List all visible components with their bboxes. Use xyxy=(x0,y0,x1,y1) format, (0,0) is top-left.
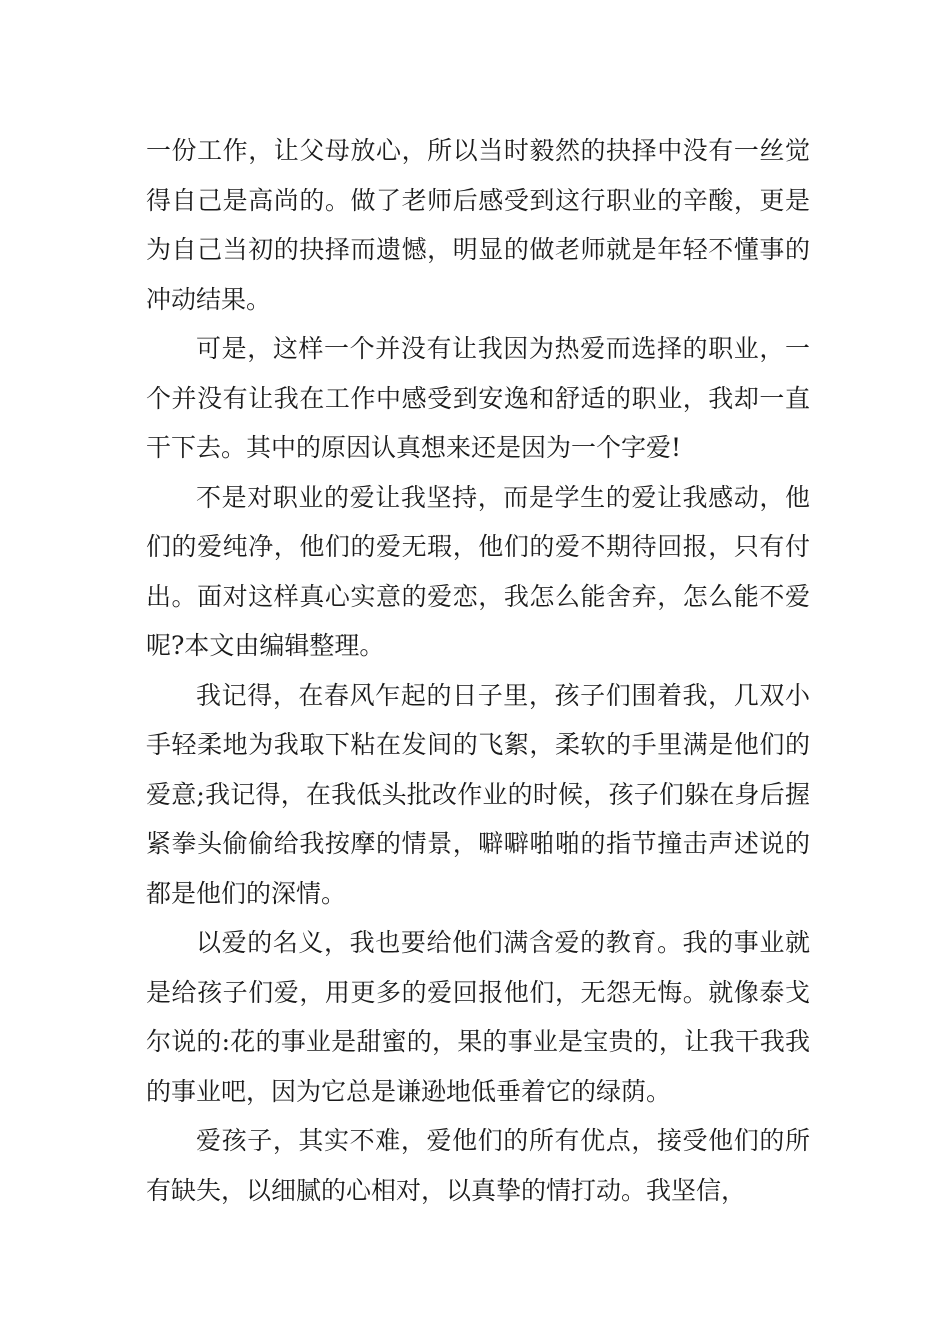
paragraph-4: 我记得，在春风乍起的日子里，孩子们围着我，几双小手轻柔地为我取下粘在发间的飞絮，柔软的手里满是他们的爱意;我记得，在我低头批改作业的时候，孩子们躲在身后握紧拳头偷偷给我按摩的情景，噼噼啪啪的指节撞击声述说的都是他们的深情。 xyxy=(146,680,810,908)
paragraph-2: 可是，这样一个并没有让我因为热爱而选择的职业，一个并没有让我在工作中感受到安逸和舒适的职业，我却一直干下去。其中的原因认真想来还是因为一个字爱! xyxy=(146,334,810,462)
paragraph-5: 以爱的名义，我也要给他们满含爱的教育。我的事业就是给孩子们爱，用更多的爱回报他们，无怨无悔。就像泰戈尔说的:花的事业是甜蜜的，果的事业是宝贵的，让我干我我的事业吧，因为它总是谦逊地低垂着它的绿荫。 xyxy=(146,928,810,1106)
paragraph-6: 爱孩子，其实不难，爱他们的所有优点，接受他们的所有缺失，以细腻的心相对，以真挚的情打动。我坚信， xyxy=(146,1126,810,1205)
paragraph-3: 不是对职业的爱让我坚持，而是学生的爱让我感动，他们的爱纯净，他们的爱无瑕，他们的爱不期待回报，只有付出。面对这样真心实意的爱恋，我怎么能舍弃，怎么能不爱呢?本文由编辑整理。 xyxy=(146,482,810,660)
paragraph-1: 一份工作，让父母放心，所以当时毅然的抉择中没有一丝觉得自己是高尚的。做了老师后感受到这行职业的辛酸，更是为自己当初的抉择而遗憾，明显的做老师就是年轻不懂事的冲动结果。 xyxy=(146,136,810,314)
body-text xyxy=(146,126,810,1215)
